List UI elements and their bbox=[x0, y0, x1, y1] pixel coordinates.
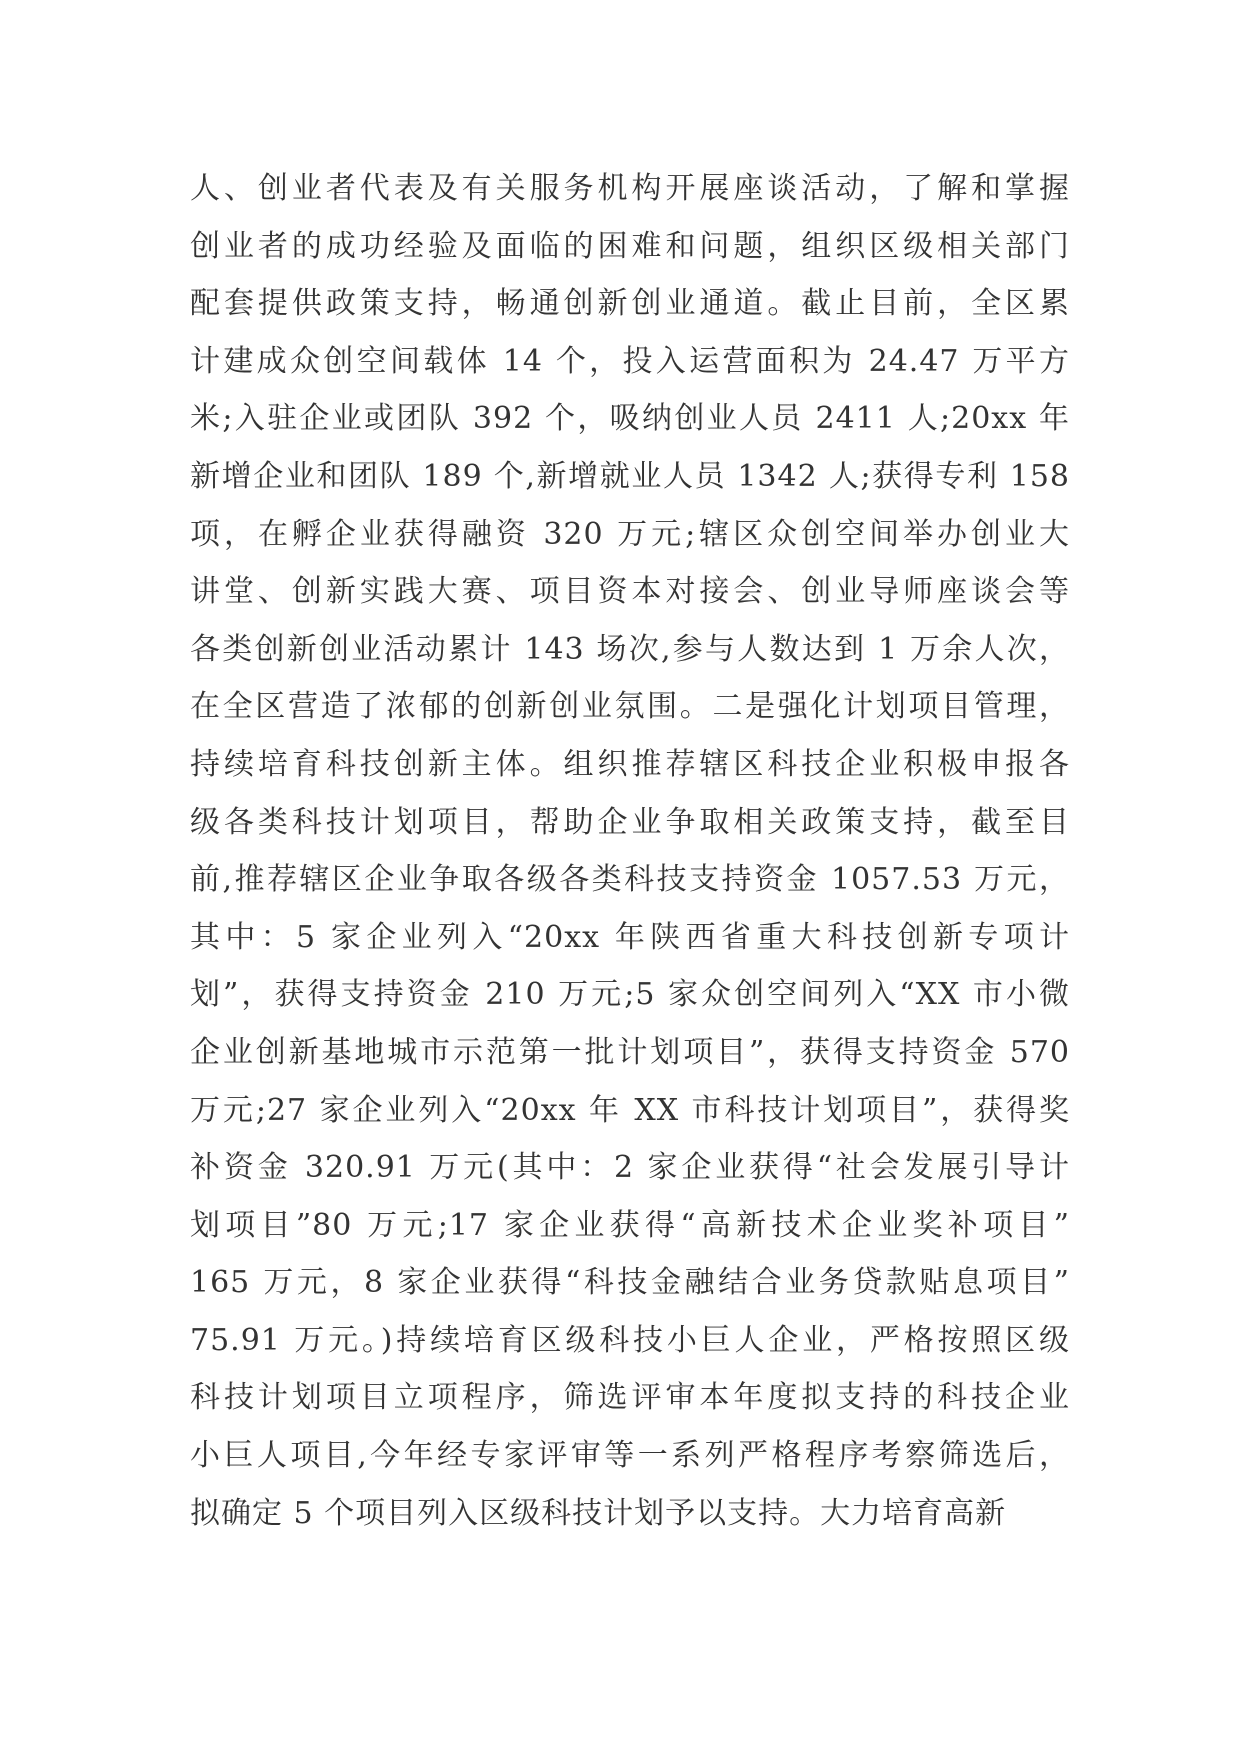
body-paragraph bbox=[190, 160, 1070, 1542]
text-line: 各类创新创业活动累计 143 场次,参与人数达到 1 万余人次， bbox=[190, 631, 1070, 667]
text-line: 其中：5 家企业列入“20xx 年陕西省重大科技创新专项计 bbox=[190, 919, 1070, 955]
text-line: 165 万元，8 家企业获得“科技金融结合业务贷款贴息项目” bbox=[190, 1265, 1070, 1301]
text-line: 配套提供政策支持，畅通创新创业通道。截止目前，全区累 bbox=[190, 286, 1070, 322]
text-line: 持续培育科技创新主体。组织推荐辖区科技企业积极申报各 bbox=[190, 746, 1070, 782]
text-line: 人、创业者代表及有关服务机构开展座谈活动，了解和掌握 bbox=[190, 171, 1070, 206]
text-line: 企业创新基地城市示范第一批计划项目”，获得支持资金 570 bbox=[190, 1034, 1070, 1070]
text-line: 创业者的成功经验及面临的困难和问题，组织区级相关部门 bbox=[190, 228, 1070, 264]
text-line: 在全区营造了浓郁的创新创业氛围。二是强化计划项目管理， bbox=[190, 689, 1070, 725]
text-line: 万元;27 家企业列入“20xx 年 XX 市科技计划项目”，获得奖 bbox=[190, 1092, 1070, 1128]
text-line: 拟确定 5 个项目列入区级科技计划予以支持。大力培育高新 bbox=[190, 1495, 1007, 1531]
text-line: 科技计划项目立项程序，筛选评审本年度拟支持的科技企业 bbox=[190, 1380, 1070, 1416]
text-line: 小巨人项目,今年经专家评审等一系列严格程序考察筛选后， bbox=[190, 1438, 1070, 1474]
text-line: 计建成众创空间载体 14 个，投入运营面积为 24.47 万平方 bbox=[190, 343, 1070, 379]
text-line: 补资金 320.91 万元(其中：2 家企业获得“社会发展引导计 bbox=[190, 1150, 1070, 1186]
text-line: 75.91 万元。)持续培育区级科技小巨人企业，严格按照区级 bbox=[190, 1322, 1070, 1358]
text-line: 讲堂、创新实践大赛、项目资本对接会、创业导师座谈会等 bbox=[190, 574, 1070, 610]
text-line: 级各类科技计划项目，帮助企业争取相关政策支持，截至目 bbox=[190, 804, 1070, 840]
text-line: 新增企业和团队 189 个,新增就业人员 1342 人;获得专利 158 bbox=[190, 458, 1070, 494]
text-line: 米;入驻企业或团队 392 个，吸纳创业人员 2411 人;20xx 年 bbox=[190, 401, 1070, 437]
text-line: 项，在孵企业获得融资 320 万元;辖区众创空间举办创业大 bbox=[190, 516, 1070, 552]
text-line: 划项目”80 万元;17 家企业获得“高新技术企业奖补项目” bbox=[190, 1207, 1070, 1243]
text-line: 划”，获得支持资金 210 万元;5 家众创空间列入“XX 市小微 bbox=[190, 977, 1070, 1013]
text-line: 前,推荐辖区企业争取各级各类科技支持资金 1057.53 万元， bbox=[190, 862, 1070, 898]
